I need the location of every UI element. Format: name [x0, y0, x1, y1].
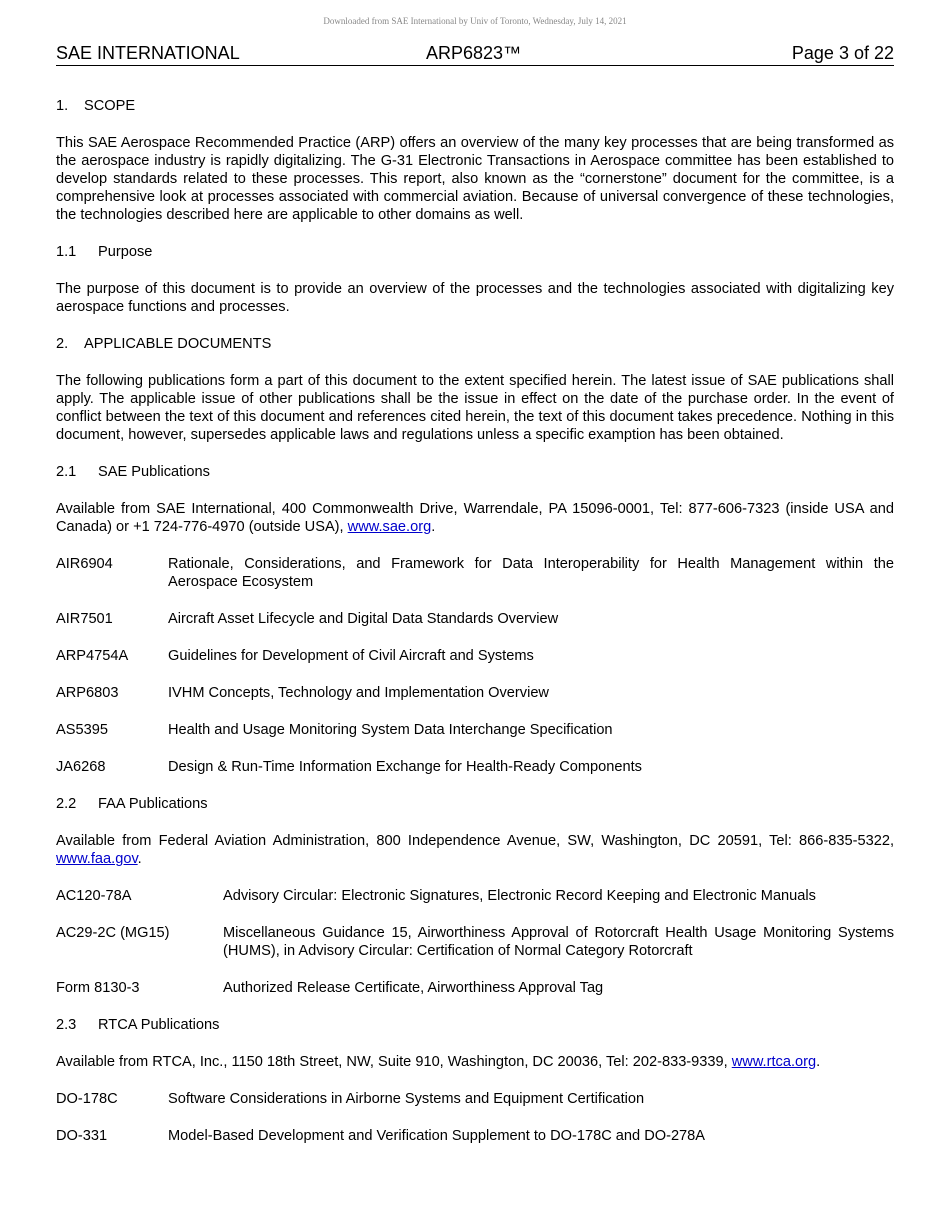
section-2-heading	[56, 335, 894, 353]
section-number: 1.	[56, 98, 69, 114]
rtca-availability-paragraph	[56, 1053, 894, 1071]
faa-availability-paragraph	[56, 832, 894, 868]
section-2-2-heading	[56, 795, 894, 813]
sae-website-link[interactable]: www.sae.org	[347, 519, 432, 535]
reference-title: Health and Usage Monitoring System Data Interchange Specification	[168, 722, 613, 738]
reference-code: DO-331	[56, 1128, 108, 1144]
punctuation: .	[431, 519, 436, 535]
reference-code: AIR6904	[56, 556, 113, 572]
reference-code: AIR7501	[56, 611, 113, 627]
reference-title: Model-Based Development and Verification Supplement to DO-178C and DO-278A	[168, 1128, 706, 1144]
reference-title: Guidelines for Development of Civil Aircraft and Systems	[168, 648, 534, 664]
document-body	[56, 97, 894, 1164]
reference-item	[56, 610, 894, 628]
section-title: FAA Publications	[98, 796, 208, 812]
reference-title: Rationale, Considerations, and Framework for Data Interoperability for Health Management within the Aerospace Ecosystem	[168, 556, 894, 590]
reference-code: ARP4754A	[56, 648, 129, 664]
applicable-documents-paragraph: The following publications form a part of this document to the extent specified herein. The latest issue of SAE publications shall apply. The applicable issue of other publications shall be the issue in effect on the date of the purchase order. In the event of conflict between the text of this document and references cited herein, the text of this document takes precedence. Nothing in this document, however, supersedes applicable laws and regulations unless a specific examption has been obtained.	[56, 373, 894, 443]
section-1-1-heading	[56, 243, 894, 261]
download-watermark: Downloaded from SAE International by Univ of Toronto, Wednesday, July 14, 2021	[323, 16, 627, 26]
section-title: APPLICABLE DOCUMENTS	[84, 336, 272, 352]
reference-code: AC29-2C (MG15)	[56, 925, 170, 941]
reference-title: Advisory Circular: Electronic Signatures, Electronic Record Keeping and Electronic Manuals	[223, 888, 816, 904]
reference-code: AC120-78A	[56, 888, 132, 904]
reference-title: Software Considerations in Airborne Systems and Equipment Certification	[168, 1091, 645, 1107]
reference-item	[56, 979, 894, 997]
punctuation: .	[137, 851, 142, 867]
section-number: 1.1	[56, 244, 77, 260]
purpose-paragraph: The purpose of this document is to provide an overview of the processes and the technologies associated with digitalizing key aerospace functions and processes.	[56, 281, 894, 315]
reference-item	[56, 758, 894, 776]
section-2-1-heading	[56, 463, 894, 481]
section-title: SCOPE	[84, 98, 136, 114]
section-number: 2.1	[56, 464, 77, 480]
section-number: 2.	[56, 336, 69, 352]
section-number: 2.2	[56, 796, 77, 812]
header-doc-id: ARP6823™	[426, 43, 522, 63]
section-1-heading	[56, 97, 894, 115]
availability-text: Available from Federal Aviation Administration, 800 Independence Avenue, SW, Washington, DC 20591, Tel: 866-835-5322,	[56, 833, 894, 849]
section-title: RTCA Publications	[98, 1017, 220, 1033]
section-title: SAE Publications	[98, 464, 210, 480]
reference-code: AS5395	[56, 722, 108, 738]
reference-item	[56, 555, 894, 591]
reference-item	[56, 887, 894, 905]
page-header	[56, 45, 894, 66]
reference-item	[56, 1127, 894, 1145]
reference-item	[56, 924, 894, 960]
reference-title: Miscellaneous Guidance 15, Airworthiness Approval of Rotorcraft Health Usage Monitoring Systems (HUMS), in Advisory Circular: Certification of Normal Category Rotorcraft	[223, 925, 894, 959]
reference-code: Form 8130-3	[56, 980, 140, 996]
reference-code: ARP6803	[56, 685, 119, 701]
availability-text: Available from SAE International, 400 Commonwealth Drive, Warrendale, PA 15096-0001, Tel: 877-606-7323 (inside USA and Canada) or +1 724-776-4970 (outside USA),	[56, 501, 894, 535]
section-title: Purpose	[98, 244, 153, 260]
sae-availability-paragraph	[56, 500, 894, 536]
reference-item	[56, 721, 894, 739]
reference-item	[56, 647, 894, 665]
section-2-3-heading	[56, 1016, 894, 1034]
faa-website-link[interactable]: www.faa.gov	[56, 851, 138, 867]
punctuation: .	[816, 1054, 821, 1070]
reference-code: DO-178C	[56, 1091, 118, 1107]
availability-text: Available from RTCA, Inc., 1150 18th Street, NW, Suite 910, Washington, DC 20036, Tel: 202-833-9339,	[56, 1054, 732, 1070]
reference-title: IVHM Concepts, Technology and Implementation Overview	[168, 685, 549, 701]
reference-item	[56, 684, 894, 702]
reference-title: Authorized Release Certificate, Airworthiness Approval Tag	[223, 980, 604, 996]
reference-code: JA6268	[56, 759, 106, 775]
rtca-website-link[interactable]: www.rtca.org	[731, 1054, 817, 1070]
reference-title: Design & Run-Time Information Exchange for Health-Ready Components	[168, 759, 642, 775]
header-org: SAE INTERNATIONAL	[56, 43, 240, 63]
reference-title: Aircraft Asset Lifecycle and Digital Data Standards Overview	[168, 611, 559, 627]
reference-item	[56, 1090, 894, 1108]
scope-paragraph: This SAE Aerospace Recommended Practice (ARP) offers an overview of the many key processes that are being transformed as the aerospace industry is rapidly digitalizing. The G-31 Electronic Transactions in Aerospace committee has been established to develop standards related to these processes. This report, also known as the “cornerstone” document for the committee, is a comprehensive look at processes associated with commercial aviation. Because of universal convergence of these technologies, the technologies described here are applicable to other domains as well.	[56, 135, 894, 223]
header-page-number: Page 3 of 22	[791, 43, 894, 63]
section-number: 2.3	[56, 1017, 77, 1033]
